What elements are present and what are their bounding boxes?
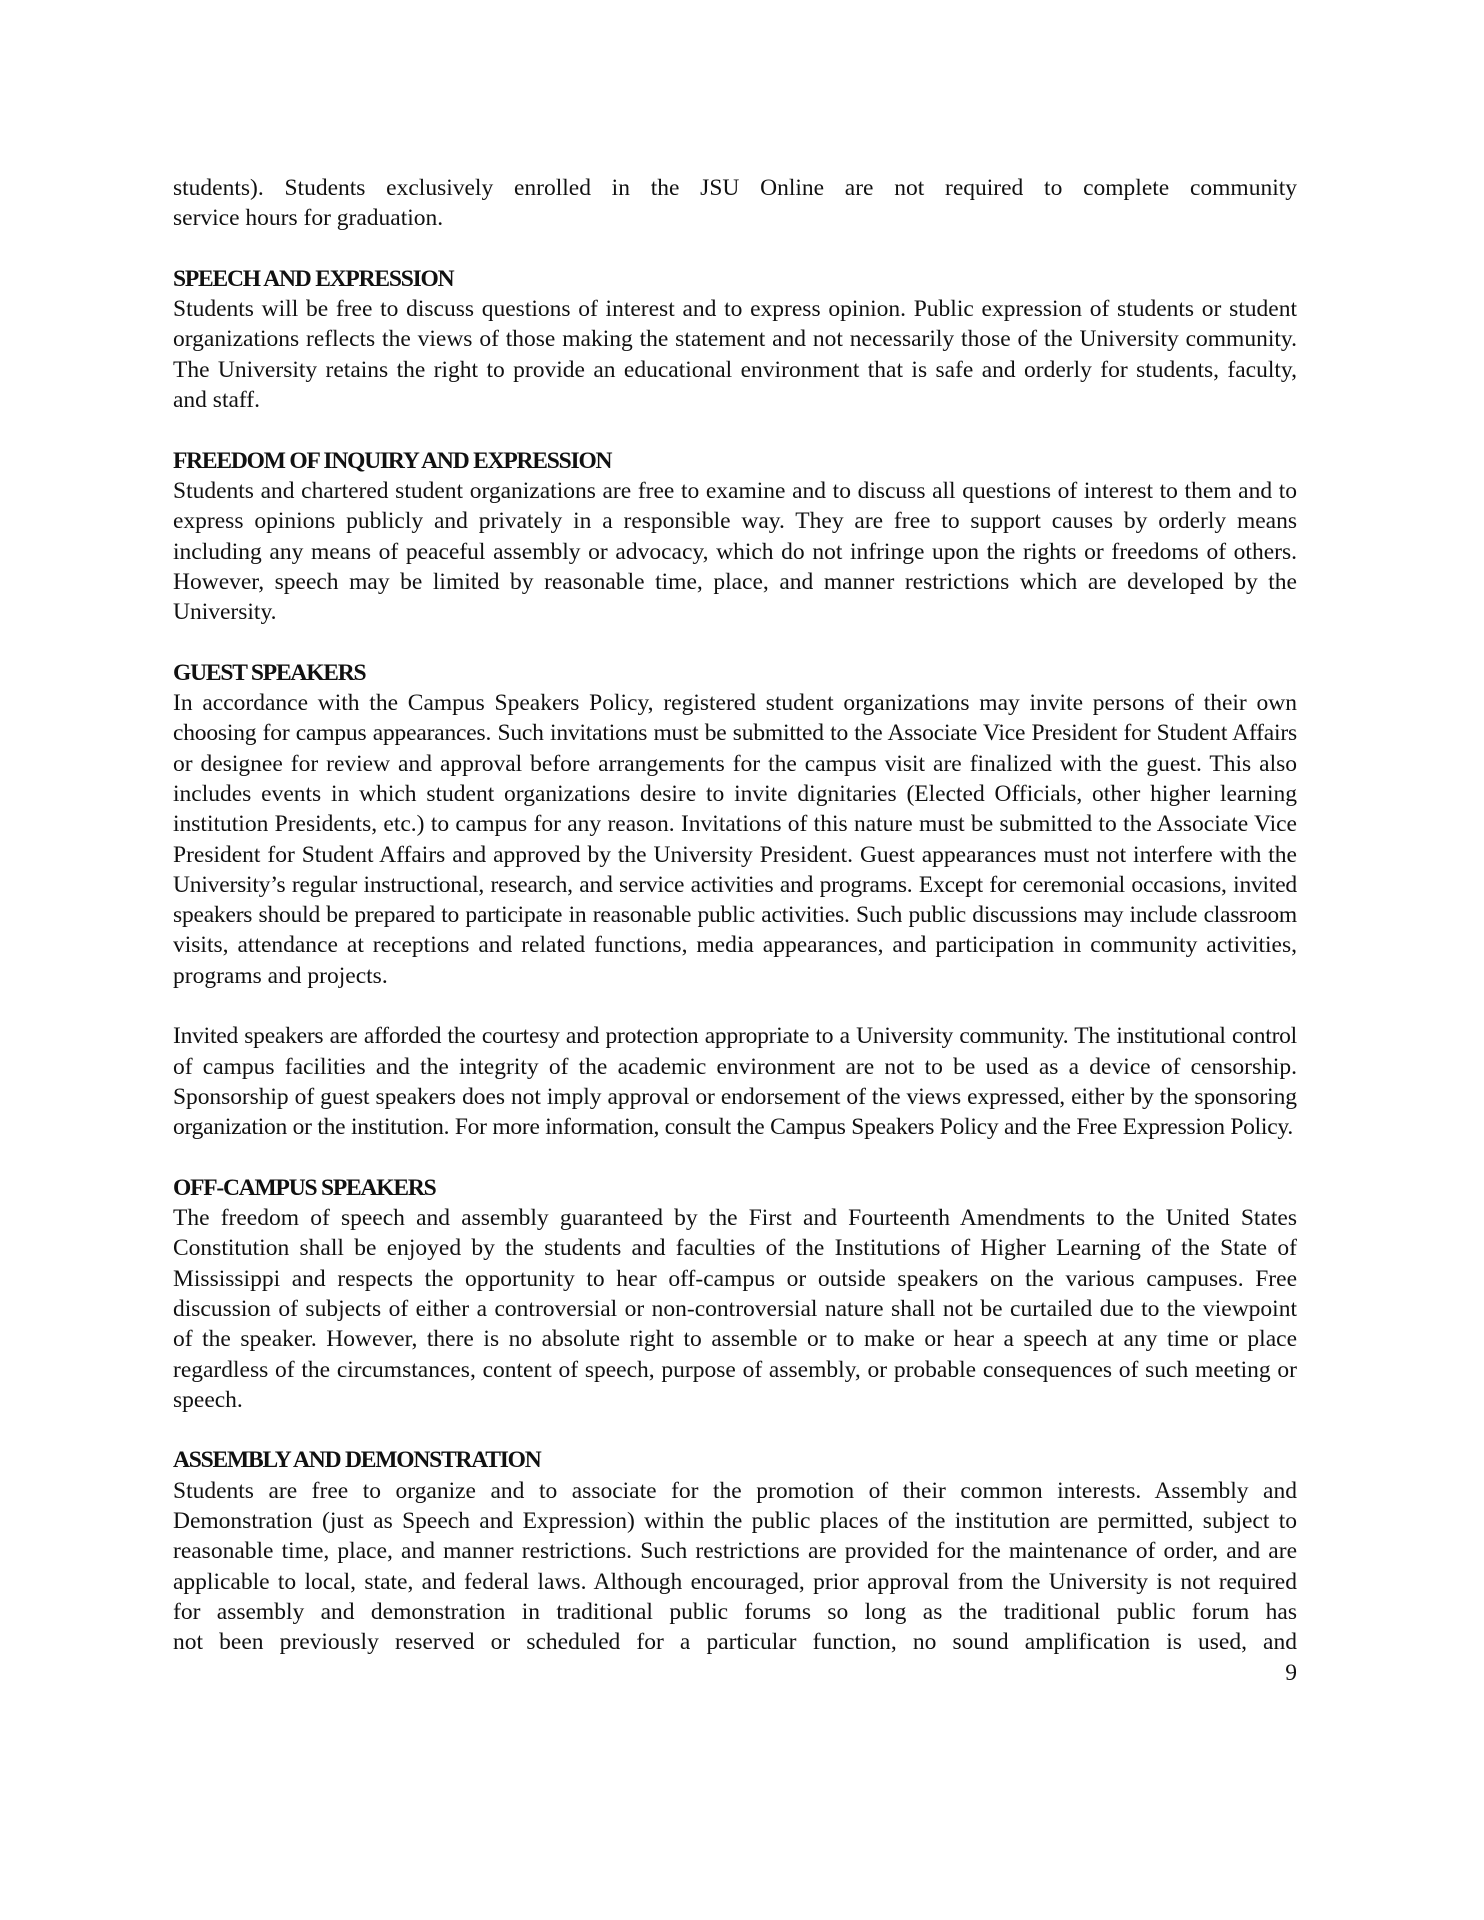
section <box>173 658 1297 991</box>
text-line: express opinions publicly and privately in a responsible way. They are free to support causes by orderly means <box>173 508 1297 535</box>
paragraph <box>173 1021 1297 1142</box>
text-line: discussion of subjects of either a controversial or non-controversial nature shall not be curtailed due to the viewpoint <box>173 1295 1297 1322</box>
text-line: However, speech may be limited by reasonable time, place, and manner restrictions which are developed by the <box>173 568 1297 595</box>
text-line: or designee for review and approval before arrangements for the campus visit are finalized with the guest. This also <box>173 750 1297 777</box>
text-line: Sponsorship of guest speakers does not imply approval or endorsement of the views expressed, either by the sponsoring <box>173 1083 1297 1110</box>
text-line: Students are free to organize and to associate for the promotion of their common interests. Assembly and <box>173 1477 1297 1504</box>
paragraph-gap <box>173 1143 1297 1173</box>
paragraph-gap <box>173 415 1297 445</box>
text-line: Constitution shall be enjoyed by the students and faculties of the Institutions of Higher Learning of the State of <box>173 1235 1297 1262</box>
document-page <box>173 173 1297 1688</box>
section-heading: SPEECH AND EXPRESSION <box>173 265 454 292</box>
section <box>173 1173 1297 1415</box>
paragraph <box>173 173 1297 234</box>
paragraph-gap <box>173 234 1297 264</box>
paragraph-gap <box>173 991 1297 1021</box>
section-heading: FREEDOM OF INQUIRY AND EXPRESSION <box>173 447 612 474</box>
text-line: students). Students exclusively enrolled in the JSU Online are not required to complete community <box>173 175 1297 201</box>
text-line: University’s regular instructional, research, and service activities and programs. Except for ceremonial occasions, invited <box>173 871 1297 898</box>
section <box>173 1445 1297 1657</box>
text-line: Demonstration (just as Speech and Expression) within the public places of the institution are permitted, subject to <box>173 1508 1297 1535</box>
text-line: speech. <box>173 1386 243 1413</box>
text-line: Students will be free to discuss questions of interest and to express opinion. Public expression of students or student <box>173 296 1297 323</box>
page-number: 9 <box>1285 1659 1297 1686</box>
text-line: includes events in which student organizations desire to invite dignitaries (Elected Officials, other higher learning <box>173 780 1297 807</box>
text-line: reasonable time, place, and manner restrictions. Such restrictions are provided for the maintenance of order, and are <box>173 1538 1297 1565</box>
text-line: President for Student Affairs and approved by the University President. Guest appearances must not interfere with the <box>173 841 1297 868</box>
text-line: choosing for campus appearances. Such invitations must be submitted to the Associate Vice President for Student Affairs <box>173 720 1297 747</box>
text-line: and staff. <box>173 387 261 414</box>
text-line: University. <box>173 599 277 626</box>
text-line: service hours for graduation. <box>173 205 444 232</box>
text-line: visits, attendance at receptions and related functions, media appearances, and participation in community activities, <box>173 932 1297 959</box>
text-line: In accordance with the Campus Speakers Policy, registered student organizations may invite persons of their own <box>173 690 1297 717</box>
text-line: of campus facilities and the integrity of the academic environment are not to be used as a device of censorship. <box>173 1053 1297 1080</box>
text-line: institution Presidents, etc.) to campus for any reason. Invitations of this nature must be submitted to the Associate Vice <box>173 811 1297 838</box>
text-line: Students and chartered student organizations are free to examine and to discuss all questions of interest to them and to <box>173 477 1297 504</box>
text-line: applicable to local, state, and federal laws. Although encouraged, prior approval from the University is not required <box>173 1568 1297 1595</box>
text-line: programs and projects. <box>173 962 388 989</box>
text-line: The University retains the right to provide an educational environment that is safe and orderly for students, faculty, <box>173 356 1297 383</box>
text-line: not been previously reserved or scheduled for a particular function, no sound amplification is used, and <box>173 1629 1297 1656</box>
text-line: The freedom of speech and assembly guaranteed by the First and Fourteenth Amendments to the United States <box>173 1205 1297 1232</box>
text-line: speakers should be prepared to participate in reasonable public activities. Such public discussions may include classroom <box>173 902 1297 929</box>
text-line: for assembly and demonstration in traditional public forums so long as the traditional public forum has <box>173 1598 1297 1625</box>
section <box>173 446 1297 628</box>
text-line: organization or the institution. For more information, consult the Campus Speakers Policy and the Free Expression Policy. <box>173 1114 1293 1141</box>
text-line: regardless of the circumstances, content of speech, purpose of assembly, or probable consequences of such meeting or <box>173 1356 1297 1383</box>
section <box>173 264 1297 415</box>
section-heading: ASSEMBLY AND DEMONSTRATION <box>173 1447 541 1474</box>
paragraph-gap <box>173 1415 1297 1445</box>
text-line: organizations reflects the views of those making the statement and not necessarily those of the University community. <box>173 326 1297 353</box>
section-heading: GUEST SPEAKERS <box>173 659 366 686</box>
text-line: Mississippi and respects the opportunity to hear off-campus or outside speakers on the various campuses. Free <box>173 1265 1297 1292</box>
text-line: including any means of peaceful assembly or advocacy, which do not infringe upon the rights or freedoms of others. <box>173 538 1297 565</box>
text-line: of the speaker. However, there is no absolute right to assemble or to make or hear a speech at any time or place <box>173 1326 1297 1353</box>
section-heading: OFF-CAMPUS SPEAKERS <box>173 1174 436 1201</box>
paragraph-gap <box>173 627 1297 657</box>
text-line: Invited speakers are afforded the courtesy and protection appropriate to a University community. The institutional control <box>173 1023 1297 1050</box>
